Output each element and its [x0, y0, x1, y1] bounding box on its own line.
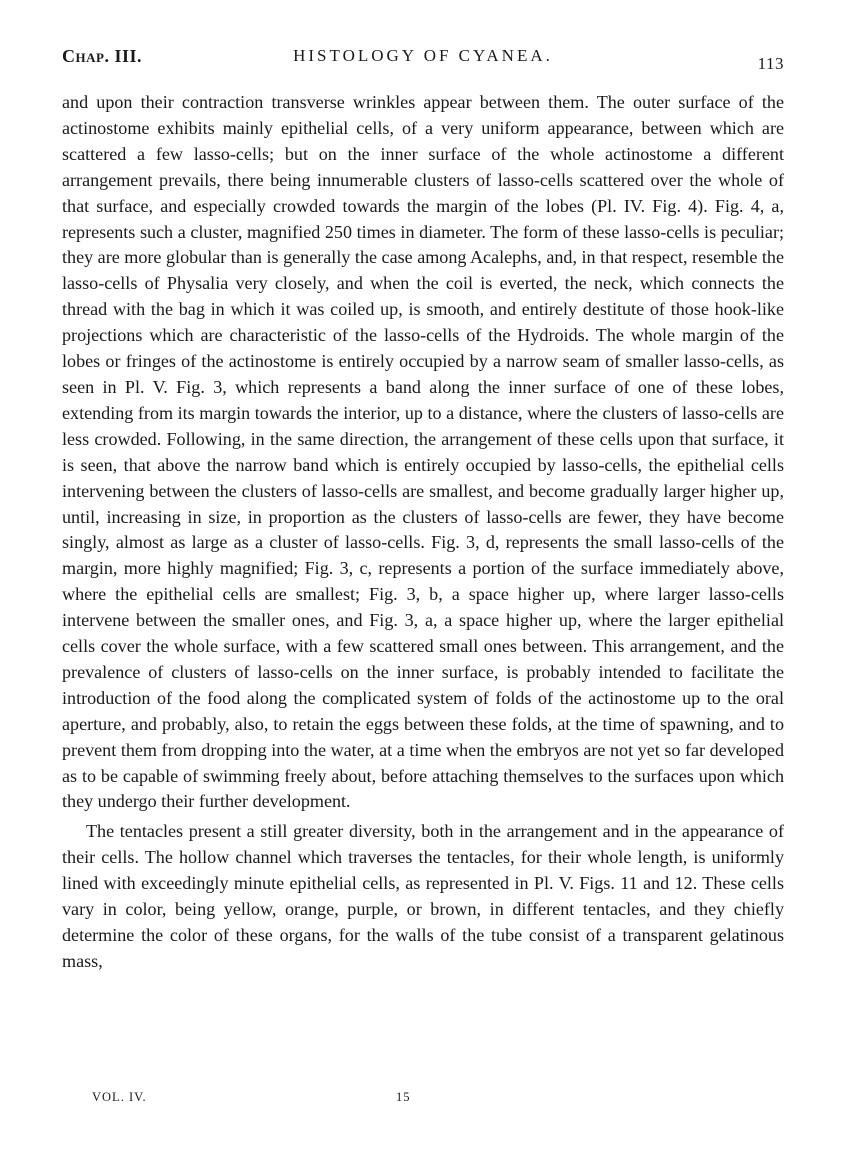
running-title: HISTOLOGY OF CYANEA.	[293, 46, 553, 65]
page-footer	[92, 1090, 784, 1110]
body-text	[62, 90, 784, 975]
book-page	[62, 46, 784, 1116]
volume-label: VOL. IV.	[92, 1090, 147, 1104]
paragraph-continued: and upon their contraction transverse wrinkles appear between them. The outer surface of the actinostome exhibits mainly epithelial cells, of a very uniform appearance, between which are scattered a few lasso-cells; but on the inner surface of the whole actinostome a different arrangement prevails, there being innumerable clusters of lasso-cells scattered over the whole of that surface, and especially crowded towards the margin of the lobes (Pl. IV. Fig. 4). Fig. 4, a, represents such a cluster, magnified 250 times in diameter. The form of these lasso-cells is peculiar; they are more globular than is generally the case among Acalephs, and, in that respect, resemble the lasso-cells of Physalia very closely, and when the coil is everted, the neck, which connects the thread with the bag in which it was coiled up, is smooth, and entirely destitute of those hook-like projections which are characteristic of the lasso-cells of the Hydroids. The whole margin of the lobes or fringes of the actinostome is entirely occupied by a narrow seam of smaller lasso-cells, as seen in Pl. V. Fig. 3, which represents a band along the inner surface of one of these lobes, extending from its margin towards the interior, up to a distance, where the clusters of lasso-cells are less crowded. Following, in the same direction, the arrangement of these cells upon that surface, it is seen, that above the narrow band which is entirely occupied by lasso-cells, the epithelial cells intervening between the clusters of lasso-cells are smallest, and become gradually larger higher up, until, increasing in size, in proportion as the clusters of lasso-cells are fewer, they have become singly, almost as large as a cluster of lasso-cells. Fig. 3, d, represents the small lasso-cells of the margin, more highly magnified; Fig. 3, c, represents a portion of the surface immediately above, where the epithelial cells are smallest; Fig. 3, b, a space higher up, where larger lasso-cells intervene between the smaller ones, and Fig. 3, a, a space higher up, where the larger epithelial cells cover the whole surface, with a few scattered small ones between. This arrangement, and the prevalence of clusters of lasso-cells on the inner surface, is probably intended to facilitate the introduction of the food along the complicated system of folds of the actinostome up to the oral aperture, and probably, also, to retain the eggs between these folds, at the time of spawning, and to prevent them from dropping into the water, at a time when the embryos are not yet so far developed as to be capable of swimming freely about, before attaching themselves to the surfaces upon which they undergo their further development.	[62, 92, 784, 812]
page-number: 113	[757, 54, 784, 73]
paragraph-tentacles: The tentacles present a still greater diversity, both in the arrangement and in the appearance of their cells. The hollow channel which traverses the tentacles, for their whole length, is uniformly lined with exceedingly minute epithelial cells, as represented in Pl. V. Figs. 11 and 12. These cells vary in color, being yellow, orange, purple, or brown, in different tentacles, and they chiefly determine the color of these organs, for the walls of the tube consist of a transparent gelatinous mass,	[62, 821, 784, 971]
signature-mark: 15	[396, 1090, 411, 1104]
chapter-label: Chap. III.	[62, 46, 142, 66]
running-head	[62, 46, 784, 80]
